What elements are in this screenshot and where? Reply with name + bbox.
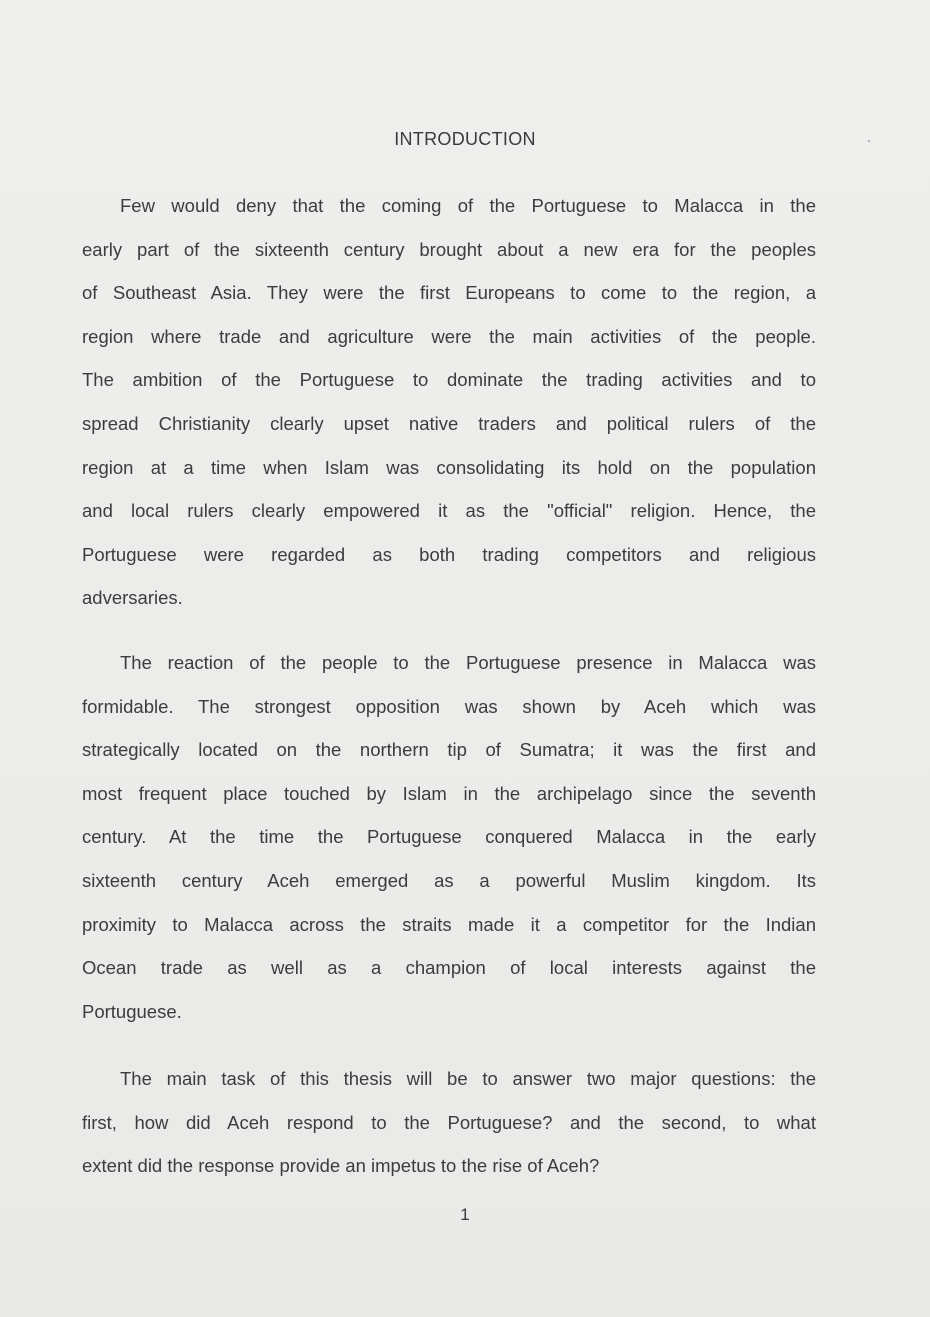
page-title: INTRODUCTION xyxy=(394,129,536,149)
paragraph-line: adversaries. xyxy=(82,587,183,609)
paragraph-line: The main task of this thesis will be to answer two major questions: the xyxy=(120,1068,816,1089)
paragraph-line: The reaction of the people to the Portuguese presence in Malacca was xyxy=(120,652,816,673)
paragraph-line: century. At the time the Portuguese conquered Malacca in the early xyxy=(82,826,816,848)
paragraph-line: proximity to Malacca across the straits made it a competitor for the Indian xyxy=(82,913,816,935)
paragraph-line: formidable. The strongest opposition was shown by Aceh which was xyxy=(82,695,816,717)
paragraph-line: first, how did Aceh respond to the Portuguese? and the second, to what xyxy=(82,1111,816,1133)
paragraph-2 xyxy=(82,641,816,1033)
paragraph-line: and local rulers clearly empowered it as the "official" religion. Hence, the xyxy=(82,500,816,522)
paragraph-line: spread Christianity clearly upset native traders and political rulers of the xyxy=(82,412,816,434)
paragraph-line: Portuguese. xyxy=(82,1000,182,1022)
paragraph-line: Portuguese were regarded as both trading competitors and religious xyxy=(82,543,816,565)
paragraph-line: strategically located on the northern tip of Sumatra; it was the first and xyxy=(82,739,816,761)
paragraph-line: of Southeast Asia. They were the first Europeans to come to the region, a xyxy=(82,282,816,304)
paragraph-line: Few would deny that the coming of the Portuguese to Malacca in the xyxy=(120,195,816,216)
paper-speck xyxy=(868,140,870,142)
paragraph-line: Ocean trade as well as a champion of local interests against the xyxy=(82,957,816,979)
paragraph-line: The ambition of the Portuguese to dominate the trading activities and to xyxy=(82,369,816,391)
paragraph-line: extent did the response provide an impetus to the rise of Aceh? xyxy=(82,1155,600,1177)
paragraph-line: region at a time when Islam was consolidating its hold on the population xyxy=(82,456,816,478)
paragraph-1 xyxy=(82,184,816,620)
paragraph-line: early part of the sixteenth century brought about a new era for the peoples xyxy=(82,238,816,260)
page-number: 1 xyxy=(460,1205,470,1224)
paragraph-line: most frequent place touched by Islam in the archipelago since the seventh xyxy=(82,782,816,804)
paragraph-3 xyxy=(82,1057,816,1188)
paragraph-line: sixteenth century Aceh emerged as a powerful Muslim kingdom. Its xyxy=(82,869,816,891)
paragraph-line: region where trade and agriculture were the main activities of the people. xyxy=(82,325,816,347)
